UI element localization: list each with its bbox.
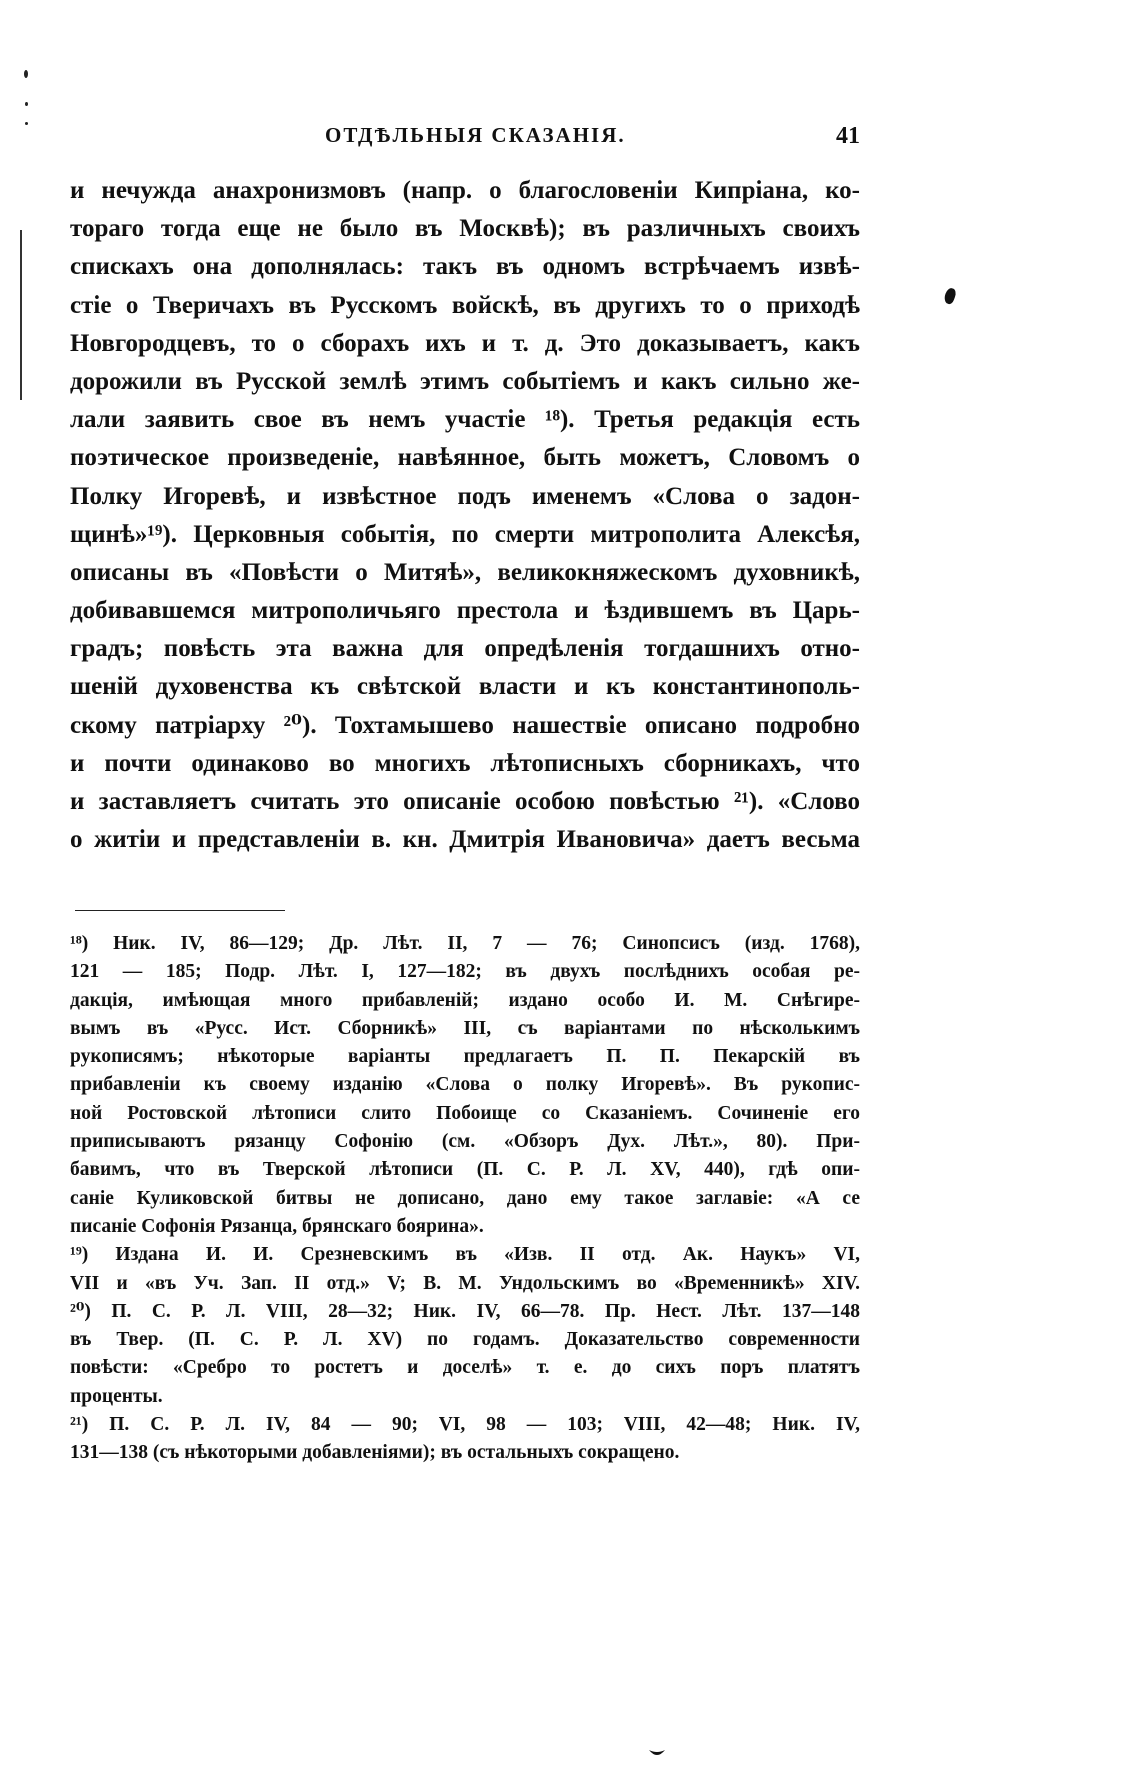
page-number: 41	[836, 123, 860, 149]
footnote-line: ²¹) П. С. Р. Л. IV, 84 — 90; VI, 98 — 103; VIII, 42—48; Ник. IV,	[70, 1414, 860, 1436]
text-line: Полку Игоревѣ, и извѣстное подъ именемъ «Слова о задон-	[70, 482, 860, 510]
footnote-line: VII и «въ Уч. Зап. II отд.» V; В. М. Ундольскимъ во «Временникѣ» XIV.	[70, 1272, 860, 1294]
margin-dot	[25, 102, 28, 106]
footnote-line: бавимъ, что въ Тверской лѣтописи (П. С. Р. Л. XV, 440), гдѣ опи-	[70, 1159, 860, 1181]
footnote-line: рукописямъ; нѣкоторые варіанты предлагаетъ П. П. Пекарскій въ	[70, 1046, 860, 1068]
text-line: лали заявить свое въ немъ участіе ¹⁸). Третья редакція есть	[70, 406, 860, 434]
margin-line	[20, 230, 22, 400]
text-line: шеній духовенства къ свѣтской власти и къ константинополь-	[70, 673, 860, 701]
footnote-line: писаніе Софонія Рязанца, брянскаго боярина».	[70, 1215, 484, 1237]
footnote-line: ной Ростовской лѣтописи слито Побоище со Сказаніемъ. Сочиненіе его	[70, 1102, 860, 1124]
text-line: и нечужда анахронизмовъ (напр. о благословеніи Кипріана, ко-	[70, 177, 860, 204]
text-line: дорожили въ Русской землѣ этимъ событіемъ и какъ сильно же-	[70, 367, 860, 395]
footnote-line: ¹⁸) Ник. IV, 86—129; Др. Лѣт. II, 7 — 76; Синопсисъ (изд. 1768),	[70, 933, 860, 954]
footnote-line: вымъ въ «Русс. Ист. Сборникѣ» III, съ варіантами по нѣсколькимъ	[70, 1017, 860, 1039]
margin-dot	[24, 70, 28, 78]
text-line: Новгородцевъ, то о сборахъ ихъ и т. д. Это доказываетъ, какъ	[70, 329, 860, 357]
footnote-line: приписываютъ рязанцу Софонію (см. «Обзоръ Дух. Лѣт.», 80). При-	[70, 1131, 860, 1153]
footnote-line: въ Твер. (П. С. Р. Л. XV) по годамъ. Доказательство современности	[70, 1329, 860, 1351]
text-line: о житіи и представленіи в. кн. Дмитрія Ивановича» даетъ весьма	[70, 826, 860, 854]
footnote-separator	[75, 910, 285, 911]
text-line: скому патріарху ²⁰). Тохтамышево нашествіе описано подробно	[70, 711, 860, 739]
text-line: поэтическое произведеніе, навѣянное, быть можетъ, Словомъ о	[70, 444, 860, 472]
footnotes	[70, 930, 860, 1468]
page-header	[70, 123, 860, 153]
footnote-line: дакція, имѣющая много прибавленій; издано особо И. М. Снѣгире-	[70, 989, 860, 1011]
running-title: ОТДѢЛЬНЫЯ СКАЗАНІЯ.	[325, 123, 626, 147]
footnote-line: 121 — 185; Подр. Лѣт. I, 127—182; въ двухъ послѣднихъ особая ре-	[70, 961, 860, 983]
text-line: щинѣ»¹⁹). Церковныя событія, по смерти митрополита Алексѣя,	[70, 520, 860, 548]
margin-marks	[22, 70, 42, 420]
footnote-line: 131—138 (съ нѣкоторыми добавленіями); въ остальныхъ сокращено.	[70, 1442, 680, 1464]
text-line: стіе о Тверичахъ въ Русскомъ войскѣ, въ другихъ то о приходѣ	[70, 291, 860, 319]
footnote-line: проценты.	[70, 1385, 163, 1407]
margin-dot	[25, 122, 28, 125]
text-line: и заставляетъ считать это описаніе особою повѣстью ²¹). «Слово	[70, 788, 860, 815]
footnote-line: повѣсти: «Сребро то ростетъ и доселѣ» т. е. до сихъ поръ платятъ	[70, 1357, 860, 1379]
text-line: градъ; повѣсть эта важна для опредѣленія тогдашнихъ отно-	[70, 635, 860, 663]
text-line: тораго тогда еще не было въ Москвѣ); въ различныхъ своихъ	[70, 215, 860, 243]
footnote-line: прибавленіи къ своему изданію «Слова о полку Игоревѣ». Въ рукопис-	[70, 1074, 860, 1096]
text-line: и почти одинаково во многихъ лѣтописныхъ сборникахъ, что	[70, 749, 860, 777]
ink-blot-mark	[943, 287, 958, 305]
bottom-ornament-icon	[648, 1748, 666, 1758]
main-text	[70, 172, 860, 859]
footnote-line: саніе Куликовской битвы не дописано, дано ему такое заглавіе: «А се	[70, 1187, 860, 1209]
footnote-line: ¹⁹) Издана И. И. Срезневскимъ въ «Изв. II отд. Ак. Наукъ» VI,	[70, 1244, 860, 1266]
text-line: спискахъ она дополнялась: такъ въ одномъ встрѣчаемъ извѣ-	[70, 253, 860, 281]
footnote-line: ²⁰) П. С. Р. Л. VIII, 28—32; Ник. IV, 66—78. Пр. Нест. Лѣт. 137—148	[70, 1300, 860, 1322]
text-line: добивавшемся митрополичьяго престола и ѣздившемъ въ Царь-	[70, 597, 860, 625]
text-line: описаны въ «Повѣсти о Митяѣ», великокняжескомъ духовникѣ,	[70, 558, 860, 586]
